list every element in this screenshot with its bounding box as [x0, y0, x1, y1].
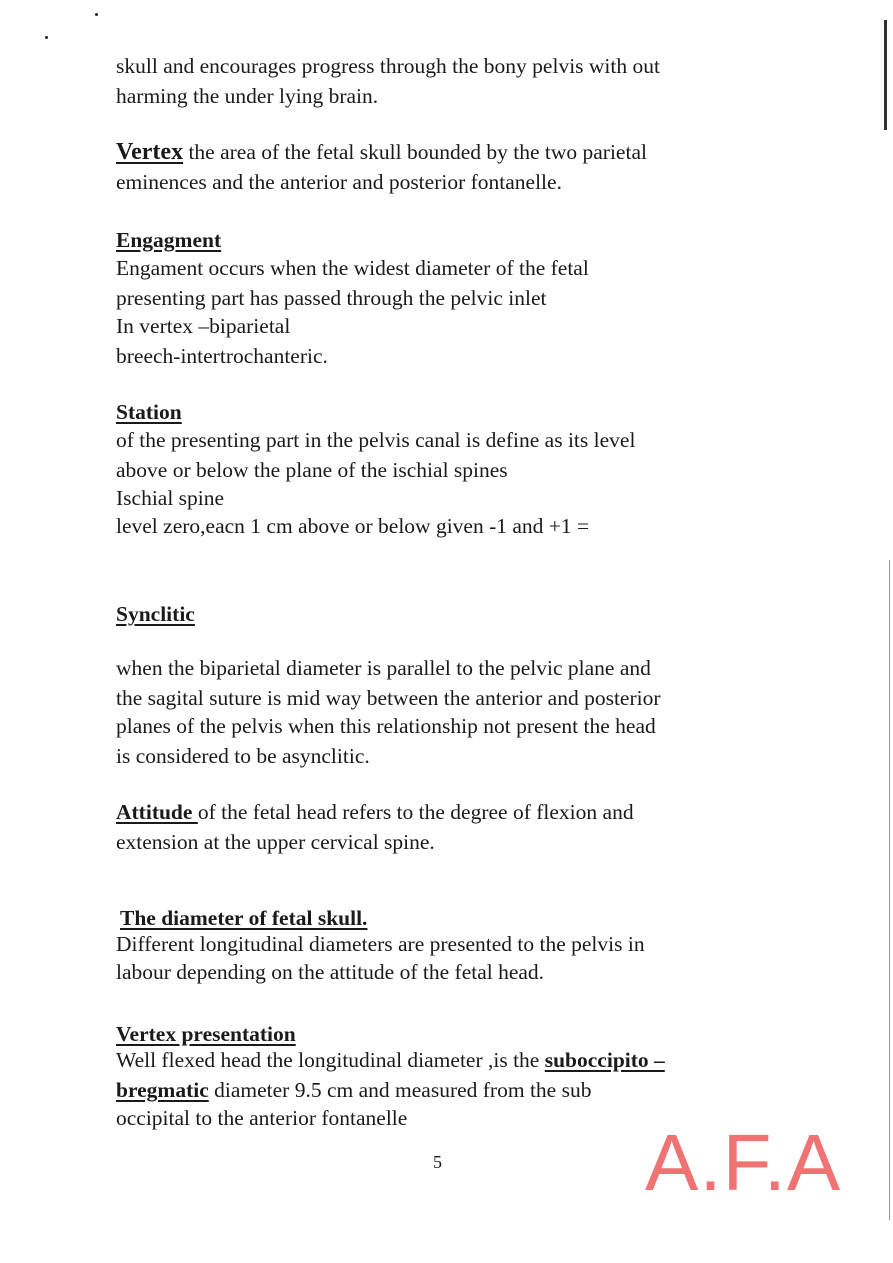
vertex-definition-text: the area of the fetal skull bounded by the two parietal — [183, 140, 647, 164]
paragraph-line: skull and encourages progress through the bony pelvis with out — [116, 54, 660, 78]
paragraph-line: the sagital suture is mid way between the anterior and posterior — [116, 686, 661, 710]
vertex-heading: Vertex — [116, 139, 184, 165]
scan-edge-line — [889, 560, 890, 1220]
paragraph-line: planes of the pelvis when this relationship not present the head — [116, 714, 656, 738]
station-heading: Station — [116, 400, 182, 424]
attitude-definition-line — [116, 798, 634, 826]
paragraph-line: Different longitudinal diameters are presented to the pelvis in — [116, 932, 645, 956]
paragraph-line: when the biparietal diameter is parallel to the pelvic plane and — [116, 656, 651, 680]
paragraph-line: occipital to the anterior fontanelle — [116, 1106, 408, 1130]
paragraph-line: extension at the upper cervical spine. — [116, 830, 435, 854]
paragraph-line: Ischial spine — [116, 486, 225, 510]
diameter-heading: The diameter of fetal skull. — [120, 906, 368, 930]
paragraph-line: presenting part has passed through the pelvic inlet — [116, 286, 547, 310]
vertex-presentation-line — [116, 1046, 665, 1074]
paragraph-line: In vertex –biparietal — [116, 314, 291, 338]
attitude-heading: Attitude — [116, 800, 198, 824]
vertex-presentation-heading: Vertex presentation — [116, 1022, 296, 1046]
paragraph-line: harming the under lying brain. — [116, 84, 379, 108]
vertex-definition-line — [116, 138, 647, 166]
bregmatic-term: bregmatic — [116, 1078, 209, 1102]
scan-speck — [95, 13, 98, 16]
scan-edge-mark — [884, 20, 887, 130]
paragraph-line: labour depending on the attitude of the fetal head. — [116, 960, 545, 984]
vertex-presentation-line — [116, 1076, 591, 1104]
vertex-presentation-text: diameter 9.5 cm and measured from the sub — [208, 1078, 592, 1102]
watermark: A.F.A — [645, 1118, 842, 1207]
paragraph-line: above or below the plane of the ischial spines — [116, 458, 508, 482]
engagment-heading: Engagment — [116, 228, 222, 252]
scan-speck — [45, 36, 48, 39]
page-number: 5 — [433, 1152, 442, 1172]
paragraph-line: of the presenting part in the pelvis canal is define as its level — [116, 428, 636, 452]
synclitic-heading: Synclitic — [116, 602, 195, 626]
paragraph-line: breech-intertrochanteric. — [116, 344, 328, 368]
suboccipito-term: suboccipito – — [544, 1048, 665, 1072]
vertex-presentation-text: Well flexed head the longitudinal diameter ,is the — [116, 1048, 545, 1072]
paragraph-line: level zero,eacn 1 cm above or below given -1 and +1 = — [116, 514, 590, 538]
paragraph-line: Engament occurs when the widest diameter of the fetal — [116, 256, 589, 280]
paragraph-line: is considered to be asynclitic. — [116, 744, 370, 768]
attitude-definition-text: of the fetal head refers to the degree of flexion and — [197, 800, 634, 824]
paragraph-line: eminences and the anterior and posterior fontanelle. — [116, 170, 562, 194]
